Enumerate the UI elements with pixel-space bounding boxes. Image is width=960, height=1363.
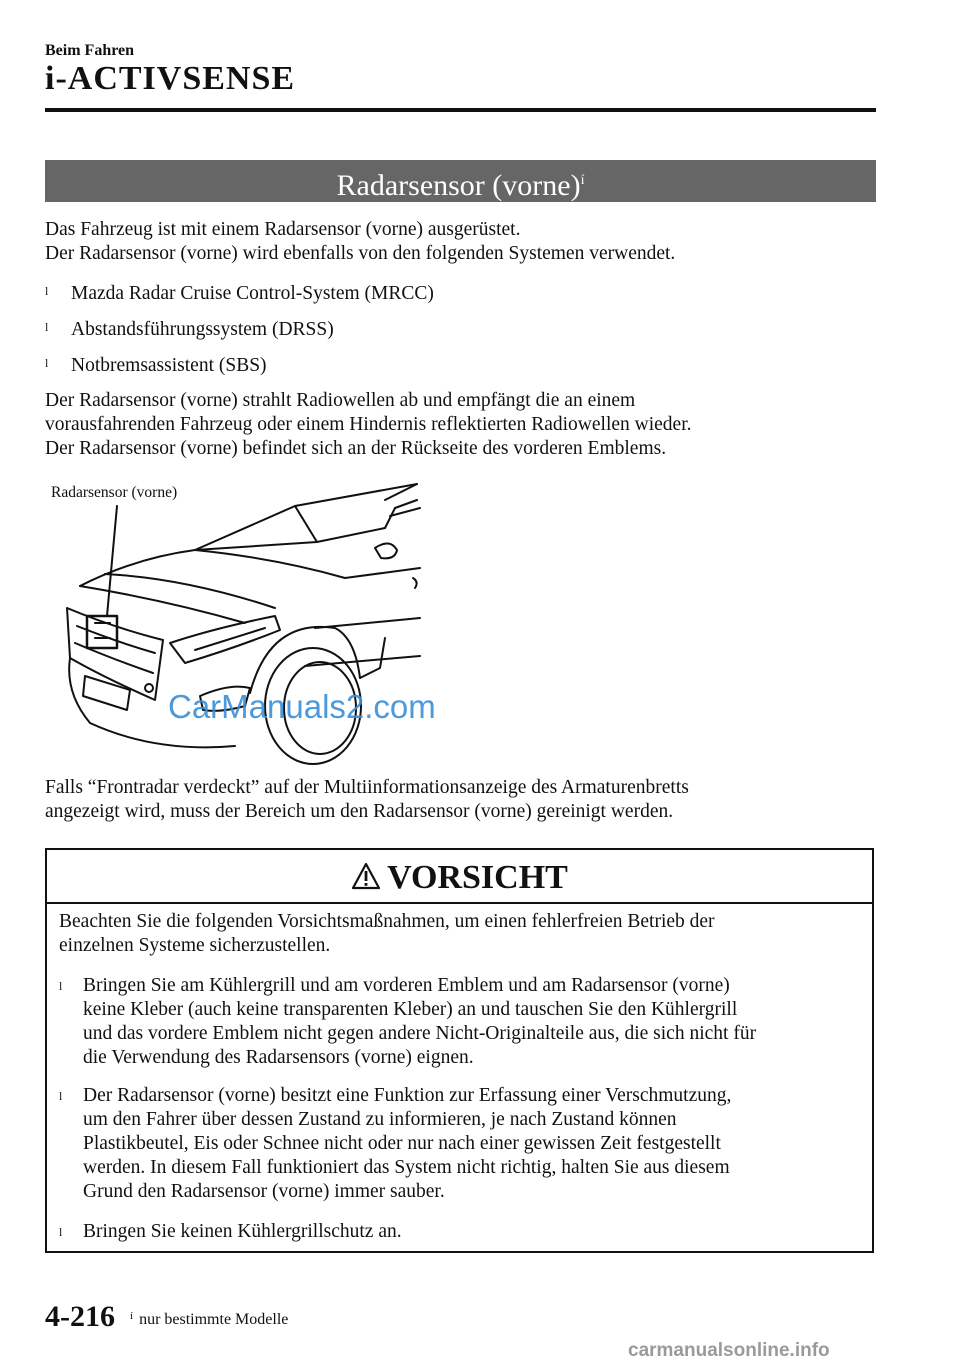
section-label: Beim Fahren <box>45 42 135 59</box>
after-figure-line-2: angezeigt wird, muss der Bereich um den Radarsensor (vorne) gereinigt werden. <box>45 801 674 822</box>
warning-triangle-icon <box>351 862 381 890</box>
caution-item-line: Bringen Sie keinen Kühlergrillschutz an. <box>83 1221 402 1242</box>
caution-item-2 <box>59 1084 864 1204</box>
caution-item-line: um den Fahrer über dessen Zustand zu informieren, je nach Zustand können <box>83 1109 677 1130</box>
caution-item-line: die Verwendung des Radarsensors (vorne) eignen. <box>83 1047 474 1068</box>
caution-item-line: Grund den Radarsensor (vorne) immer sauber. <box>83 1181 445 1202</box>
section-banner <box>45 160 876 202</box>
caution-intro-line-1: Beachten Sie die folgenden Vorsichtsmaßnahmen, um einen fehlerfreien Betrieb der <box>59 911 715 932</box>
description-line-3: Der Radarsensor (vorne) befindet sich an der Rückseite des vorderen Emblems. <box>45 438 667 459</box>
caution-item-1 <box>59 974 864 1070</box>
caution-box <box>45 848 874 1253</box>
caution-item-line: Der Radarsensor (vorne) besitzt eine Funktion zur Erfassung einer Verschmutzung, <box>83 1085 732 1106</box>
caution-item-line: werden. In diesem Fall funktioniert das System nicht richtig, halten Sie aus diesem <box>83 1157 730 1178</box>
bullet-mark: l <box>45 320 49 334</box>
bullet-mark: l <box>59 1089 63 1103</box>
bullet-mark: l <box>45 356 49 370</box>
intro-line-1: Das Fahrzeug ist mit einem Radarsensor (vorne) ausgerüstet. <box>45 219 521 240</box>
caution-item-line: Bringen Sie am Kühlergrill und am vorderen Emblem und am Radarsensor (vorne) <box>83 975 730 996</box>
footnote-mark: í <box>130 1310 134 1322</box>
footnote <box>130 1310 288 1329</box>
header-rule <box>45 108 876 112</box>
figure-callout: Radarsensor (vorne) <box>51 484 178 501</box>
watermark-figure: CarManuals2.com <box>168 688 436 725</box>
chapter-title: i-ACTIVSENSE <box>45 60 296 97</box>
system-item-mrcc <box>45 279 434 306</box>
intro-line-2: Der Radarsensor (vorne) wird ebenfalls von den folgenden Systemen verwendet. <box>45 243 676 264</box>
description-line-1: Der Radarsensor (vorne) strahlt Radiowellen ab und empfängt die an einem <box>45 390 636 411</box>
caution-item-3 <box>59 1220 864 1244</box>
caution-item-line: keine Kleber (auch keine transparenten Kleber) an und tauschen Sie den Kühlergrill <box>83 999 738 1020</box>
system-item-drss <box>45 315 334 342</box>
footnote-text: nur bestimmte Modelle <box>139 1311 289 1328</box>
system-label: Mazda Radar Cruise Control-System (MRCC) <box>71 283 434 304</box>
caution-heading: VORSICHT <box>387 859 568 896</box>
system-label: Abstandsführungssystem (DRSS) <box>71 319 334 340</box>
bullet-mark: l <box>59 1225 63 1239</box>
description-line-2: vorausfahrenden Fahrzeug oder einem Hindernis reflektierten Radiowellen wieder. <box>45 414 692 435</box>
page-number: 4-216 <box>45 1300 115 1333</box>
system-label: Notbremsassistent (SBS) <box>71 355 267 376</box>
caution-intro-line-2: einzelnen Systeme sicherzustellen. <box>59 935 331 956</box>
after-figure-line-1: Falls “Frontradar verdeckt” auf der Multiinformationsanzeige des Armaturenbretts <box>45 777 689 798</box>
caution-header <box>47 850 872 904</box>
bullet-mark: l <box>45 284 49 298</box>
banner-mark: í <box>580 173 585 188</box>
caution-item-line: Plastikbeutel, Eis oder Schnee nicht oder nur nach einer gewissen Zeit festgestellt <box>83 1133 721 1154</box>
system-item-sbs <box>45 351 267 378</box>
caution-item-line: und das vordere Emblem nicht gegen andere Nicht-Originalteile aus, die sich nicht für <box>83 1023 757 1044</box>
bullet-mark: l <box>59 979 63 993</box>
watermark-page: carmanualsonline.info <box>628 1340 830 1361</box>
banner-title: Radarsensor (vorne) <box>336 169 581 202</box>
